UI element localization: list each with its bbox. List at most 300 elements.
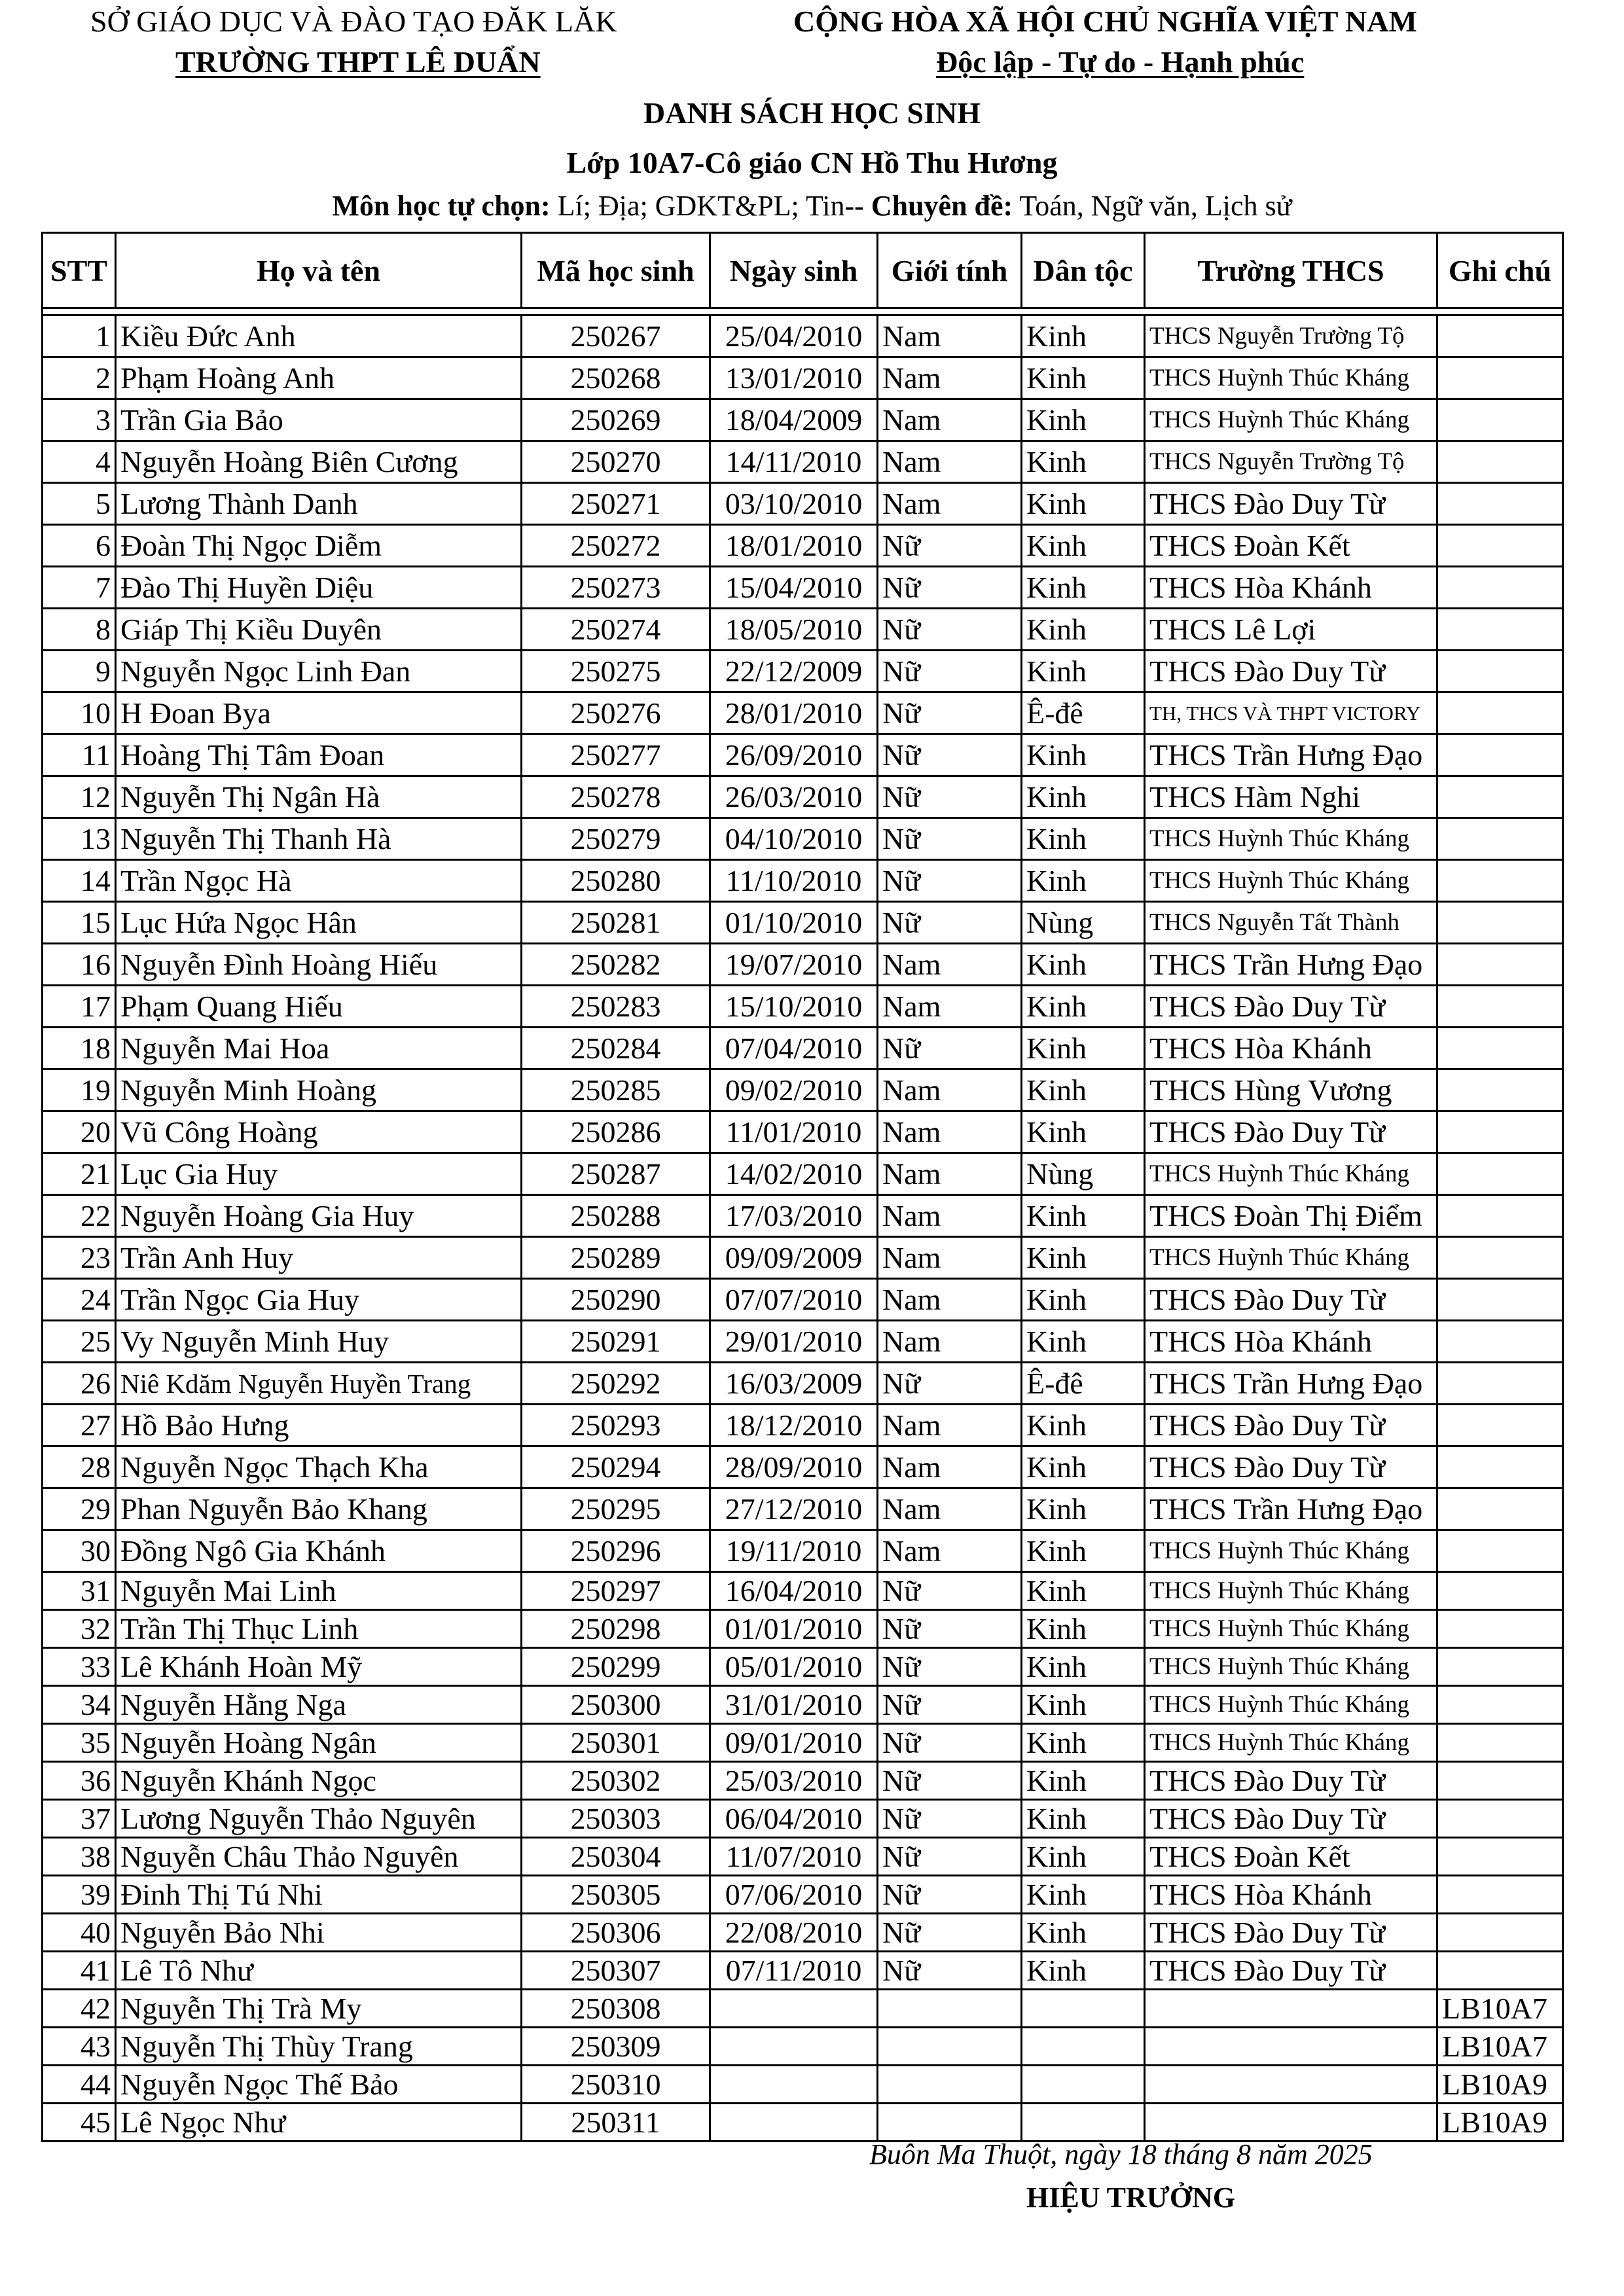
cell-gender: Nam — [878, 1279, 1022, 1321]
column-header-ethnicity: Dân tộc — [1022, 233, 1145, 308]
cell-student-id: 250311 — [522, 2104, 710, 2142]
cell-ethnicity: Kinh — [1022, 1321, 1145, 1363]
cell-stt: 19 — [43, 1069, 116, 1111]
cell-stt: 39 — [43, 1876, 116, 1914]
cell-gender: Nam — [878, 1321, 1022, 1363]
cell-name: Nguyễn Đình Hoàng Hiếu — [116, 944, 522, 986]
cell-note — [1437, 860, 1563, 902]
cell-note — [1437, 483, 1563, 525]
cell-ethnicity: Kinh — [1022, 483, 1145, 525]
cell-note — [1437, 944, 1563, 986]
cell-stt: 41 — [43, 1952, 116, 1990]
cell-dob: 07/07/2010 — [710, 1279, 878, 1321]
class-info: Lớp 10A7-Cô giáo CN Hồ Thu Hương — [566, 146, 1058, 179]
cell-ethnicity: Ê-đê — [1022, 692, 1145, 734]
cell-middle-school: TH, THCS VÀ THPT VICTORY — [1145, 692, 1437, 734]
cell-student-id: 250276 — [522, 692, 710, 734]
table-row — [43, 902, 1563, 944]
cell-middle-school: THCS Huỳnh Thúc Kháng — [1145, 1530, 1437, 1572]
cell-dob: 27/12/2010 — [710, 1488, 878, 1530]
cell-middle-school: THCS Đào Duy Từ — [1145, 1111, 1437, 1153]
cell-student-id: 250288 — [522, 1195, 710, 1237]
cell-middle-school: THCS Huỳnh Thúc Kháng — [1145, 860, 1437, 902]
cell-name: Lương Thành Danh — [116, 483, 522, 525]
cell-ethnicity: Nùng — [1022, 902, 1145, 944]
table-row — [43, 2104, 1563, 2142]
cell-gender: Nam — [878, 1069, 1022, 1111]
cell-ethnicity: Kinh — [1022, 818, 1145, 860]
cell-name: Nguyễn Ngọc Linh Đan — [116, 651, 522, 692]
cell-stt: 27 — [43, 1405, 116, 1446]
cell-ethnicity: Kinh — [1022, 441, 1145, 483]
cell-gender: Nữ — [878, 1363, 1022, 1405]
cell-middle-school: THCS Đoàn Kết — [1145, 525, 1437, 567]
table-row — [43, 692, 1563, 734]
cell-name: Trần Ngọc Gia Huy — [116, 1279, 522, 1321]
cell-middle-school: THCS Hòa Khánh — [1145, 1876, 1437, 1914]
cell-name: Đinh Thị Tú Nhi — [116, 1876, 522, 1914]
cell-note — [1437, 567, 1563, 609]
cell-stt: 1 — [43, 315, 116, 357]
cell-name: Đồng Ngô Gia Khánh — [116, 1530, 522, 1572]
cell-dob: 14/11/2010 — [710, 441, 878, 483]
signer-title: HIỆU TRƯỞNG — [1026, 2181, 1236, 2214]
document-title: DANH SÁCH HỌC SINH — [643, 96, 981, 130]
cell-stt: 15 — [43, 902, 116, 944]
cell-middle-school: THCS Nguyễn Trường Tộ — [1145, 315, 1437, 357]
cell-note — [1437, 651, 1563, 692]
cell-name: Nguyễn Thị Thanh Hà — [116, 818, 522, 860]
cell-stt: 21 — [43, 1153, 116, 1195]
table-row — [43, 1838, 1563, 1876]
cell-gender: Nam — [878, 1111, 1022, 1153]
cell-gender: Nam — [878, 944, 1022, 986]
cell-middle-school: THCS Trần Hưng Đạo — [1145, 734, 1437, 776]
cell-ethnicity: Kinh — [1022, 734, 1145, 776]
cell-student-id: 250267 — [522, 315, 710, 357]
cell-gender: Nam — [878, 1237, 1022, 1279]
header-spacer — [43, 308, 1563, 315]
table-row — [43, 1952, 1563, 1990]
cell-name: Hồ Bảo Hưng — [116, 1405, 522, 1446]
cell-note — [1437, 1028, 1563, 1069]
cell-name: Vũ Công Hoàng — [116, 1111, 522, 1153]
cell-middle-school: THCS Huỳnh Thúc Kháng — [1145, 1237, 1437, 1279]
cell-stt: 33 — [43, 1648, 116, 1686]
cell-middle-school: THCS Huỳnh Thúc Kháng — [1145, 1648, 1437, 1686]
cell-gender: Nam — [878, 399, 1022, 441]
cell-note — [1437, 1153, 1563, 1195]
cell-middle-school: THCS Đào Duy Từ — [1145, 1279, 1437, 1321]
cell-ethnicity: Kinh — [1022, 1237, 1145, 1279]
cell-note — [1437, 357, 1563, 399]
cell-student-id: 250293 — [522, 1405, 710, 1446]
cell-gender: Nam — [878, 315, 1022, 357]
cell-student-id: 250284 — [522, 1028, 710, 1069]
cell-note — [1437, 1279, 1563, 1321]
cell-note — [1437, 1686, 1563, 1724]
table-row — [43, 776, 1563, 818]
cell-gender: Nam — [878, 441, 1022, 483]
cell-note — [1437, 902, 1563, 944]
cell-gender: Nam — [878, 483, 1022, 525]
cell-student-id: 250277 — [522, 734, 710, 776]
cell-middle-school — [1145, 1990, 1437, 2028]
cell-student-id: 250282 — [522, 944, 710, 986]
column-header-student-id: Mã học sinh — [522, 233, 710, 308]
cell-student-id: 250307 — [522, 1952, 710, 1990]
cell-middle-school: THCS Đào Duy Từ — [1145, 1762, 1437, 1800]
cell-middle-school: THCS Đào Duy Từ — [1145, 1405, 1437, 1446]
cell-stt: 31 — [43, 1572, 116, 1610]
cell-gender: Nam — [878, 1153, 1022, 1195]
cell-student-id: 250289 — [522, 1237, 710, 1279]
table-row — [43, 315, 1563, 357]
cell-dob: 17/03/2010 — [710, 1195, 878, 1237]
cell-dob: 09/01/2010 — [710, 1724, 878, 1762]
cell-name: Lê Tô Như — [116, 1952, 522, 1990]
cell-gender: Nữ — [878, 1914, 1022, 1952]
cell-ethnicity: Kinh — [1022, 1648, 1145, 1686]
cell-gender: Nữ — [878, 651, 1022, 692]
table-row — [43, 1111, 1563, 1153]
column-header-stt: STT — [43, 233, 116, 308]
table-row — [43, 651, 1563, 692]
cell-note — [1437, 734, 1563, 776]
cell-middle-school: THCS Đào Duy Từ — [1145, 651, 1437, 692]
cell-stt: 34 — [43, 1686, 116, 1724]
cell-middle-school: THCS Hùng Vương — [1145, 1069, 1437, 1111]
cell-middle-school: THCS Đào Duy Từ — [1145, 1952, 1437, 1990]
cell-student-id: 250285 — [522, 1069, 710, 1111]
cell-name: Nguyễn Khánh Ngọc — [116, 1762, 522, 1800]
cell-stt: 23 — [43, 1237, 116, 1279]
cell-student-id: 250310 — [522, 2066, 710, 2104]
table-row — [43, 1363, 1563, 1405]
cell-student-id: 250309 — [522, 2028, 710, 2066]
table-row — [43, 1279, 1563, 1321]
cell-gender: Nữ — [878, 692, 1022, 734]
cell-ethnicity: Kinh — [1022, 1530, 1145, 1572]
table-row — [43, 1028, 1563, 1069]
elective-subjects: Lí; Địa; GDKT&PL; Tin — [550, 190, 845, 222]
cell-middle-school — [1145, 2104, 1437, 2142]
cell-student-id: 250268 — [522, 357, 710, 399]
cell-name: Nguyễn Hoàng Ngân — [116, 1724, 522, 1762]
cell-dob: 18/05/2010 — [710, 609, 878, 651]
cell-dob — [710, 2066, 878, 2104]
cell-gender — [878, 1990, 1022, 2028]
cell-ethnicity: Kinh — [1022, 1762, 1145, 1800]
department-name: SỞ GIÁO DỤC VÀ ĐÀO TẠO ĐĂK LĂK — [90, 5, 617, 38]
cell-student-id: 250297 — [522, 1572, 710, 1610]
cell-student-id: 250281 — [522, 902, 710, 944]
cell-middle-school: THCS Lê Lợi — [1145, 609, 1437, 651]
cell-middle-school: THCS Huỳnh Thúc Kháng — [1145, 1686, 1437, 1724]
cell-note — [1437, 315, 1563, 357]
cell-student-id: 250270 — [522, 441, 710, 483]
cell-gender: Nữ — [878, 1572, 1022, 1610]
cell-ethnicity: Kinh — [1022, 1610, 1145, 1648]
cell-middle-school: THCS Nguyễn Tất Thành — [1145, 902, 1437, 944]
cell-ethnicity: Kinh — [1022, 1952, 1145, 1990]
cell-ethnicity: Kinh — [1022, 1686, 1145, 1724]
table-row — [43, 609, 1563, 651]
cell-stt: 17 — [43, 986, 116, 1028]
cell-student-id: 250298 — [522, 1610, 710, 1648]
cell-middle-school: THCS Đào Duy Từ — [1145, 1800, 1437, 1838]
table-row — [43, 1876, 1563, 1914]
cell-stt: 38 — [43, 1838, 116, 1876]
cell-middle-school: THCS Huỳnh Thúc Kháng — [1145, 1572, 1437, 1610]
cell-dob: 15/04/2010 — [710, 567, 878, 609]
cell-stt: 16 — [43, 944, 116, 986]
cell-stt: 11 — [43, 734, 116, 776]
cell-student-id: 250304 — [522, 1838, 710, 1876]
cell-stt: 4 — [43, 441, 116, 483]
cell-stt: 24 — [43, 1279, 116, 1321]
cell-gender: Nữ — [878, 902, 1022, 944]
cell-note: LB10A9 — [1437, 2066, 1563, 2104]
cell-dob: 22/08/2010 — [710, 1914, 878, 1952]
cell-ethnicity: Kinh — [1022, 315, 1145, 357]
cell-ethnicity: Kinh — [1022, 1800, 1145, 1838]
table-row — [43, 1069, 1563, 1111]
cell-middle-school: THCS Huỳnh Thúc Kháng — [1145, 357, 1437, 399]
cell-note — [1437, 986, 1563, 1028]
subjects-line — [0, 188, 1624, 224]
cell-name: Phạm Hoàng Anh — [116, 357, 522, 399]
cell-dob: 15/10/2010 — [710, 986, 878, 1028]
cell-middle-school — [1145, 2066, 1437, 2104]
cell-middle-school: THCS Huỳnh Thúc Kháng — [1145, 1724, 1437, 1762]
cell-note — [1437, 1800, 1563, 1838]
cell-stt: 12 — [43, 776, 116, 818]
table-row — [43, 1800, 1563, 1838]
cell-middle-school: THCS Hòa Khánh — [1145, 1028, 1437, 1069]
cell-middle-school: THCS Đào Duy Từ — [1145, 1914, 1437, 1952]
cell-note — [1437, 1237, 1563, 1279]
cell-gender: Nam — [878, 1530, 1022, 1572]
cell-stt: 6 — [43, 525, 116, 567]
cell-middle-school — [1145, 2028, 1437, 2066]
cell-note — [1437, 1405, 1563, 1446]
cell-stt: 10 — [43, 692, 116, 734]
cell-ethnicity: Kinh — [1022, 860, 1145, 902]
cell-ethnicity: Kinh — [1022, 525, 1145, 567]
table-row — [43, 399, 1563, 441]
cell-dob: 25/03/2010 — [710, 1762, 878, 1800]
cell-ethnicity: Kinh — [1022, 944, 1145, 986]
cell-student-id: 250279 — [522, 818, 710, 860]
cell-name: Hoàng Thị Tâm Đoan — [116, 734, 522, 776]
cell-dob — [710, 1990, 878, 2028]
cell-student-id: 250275 — [522, 651, 710, 692]
cell-ethnicity: Kinh — [1022, 1488, 1145, 1530]
cell-gender — [878, 2104, 1022, 2142]
table-row — [43, 1914, 1563, 1952]
cell-middle-school: THCS Hàm Nghi — [1145, 776, 1437, 818]
cell-gender: Nam — [878, 1405, 1022, 1446]
table-row — [43, 1153, 1563, 1195]
table-row — [43, 860, 1563, 902]
cell-dob: 19/07/2010 — [710, 944, 878, 986]
cell-note — [1437, 1876, 1563, 1914]
cell-student-id: 250272 — [522, 525, 710, 567]
column-header-middle-school: Trường THCS — [1145, 233, 1437, 308]
cell-note — [1437, 1111, 1563, 1153]
cell-gender: Nữ — [878, 1762, 1022, 1800]
cell-student-id: 250283 — [522, 986, 710, 1028]
cell-ethnicity: Kinh — [1022, 1876, 1145, 1914]
cell-gender: Nữ — [878, 1838, 1022, 1876]
cell-dob: 09/02/2010 — [710, 1069, 878, 1111]
table-row — [43, 1321, 1563, 1363]
cell-middle-school: THCS Huỳnh Thúc Kháng — [1145, 1610, 1437, 1648]
cell-name: Nguyễn Hoàng Gia Huy — [116, 1195, 522, 1237]
cell-stt: 43 — [43, 2028, 116, 2066]
cell-stt: 22 — [43, 1195, 116, 1237]
cell-note — [1437, 1648, 1563, 1686]
cell-dob: 26/09/2010 — [710, 734, 878, 776]
cell-student-id: 250294 — [522, 1446, 710, 1488]
cell-name: Đào Thị Huyền Diệu — [116, 567, 522, 609]
cell-dob: 07/04/2010 — [710, 1028, 878, 1069]
cell-gender: Nữ — [878, 818, 1022, 860]
cell-middle-school: THCS Hòa Khánh — [1145, 1321, 1437, 1363]
cell-ethnicity: Kinh — [1022, 567, 1145, 609]
cell-dob: 09/09/2009 — [710, 1237, 878, 1279]
country-name: CỘNG HÒA XÃ HỘI CHỦ NGHĨA VIỆT NAM — [793, 5, 1417, 38]
cell-note — [1437, 441, 1563, 483]
cell-note — [1437, 818, 1563, 860]
cell-gender: Nam — [878, 1446, 1022, 1488]
cell-student-id: 250301 — [522, 1724, 710, 1762]
cell-note — [1437, 1530, 1563, 1572]
cell-student-id: 250308 — [522, 1990, 710, 2028]
cell-gender: Nữ — [878, 1724, 1022, 1762]
cell-gender — [878, 2028, 1022, 2066]
cell-name: Lê Ngọc Như — [116, 2104, 522, 2142]
cell-stt: 30 — [43, 1530, 116, 1572]
table-row — [43, 1446, 1563, 1488]
table-row — [43, 1572, 1563, 1610]
cell-gender: Nữ — [878, 567, 1022, 609]
cell-stt: 35 — [43, 1724, 116, 1762]
cell-stt: 13 — [43, 818, 116, 860]
table-row — [43, 1610, 1563, 1648]
cell-dob: 18/12/2010 — [710, 1405, 878, 1446]
cell-middle-school: THCS Hòa Khánh — [1145, 567, 1437, 609]
cell-stt: 44 — [43, 2066, 116, 2104]
cell-gender: Nữ — [878, 776, 1022, 818]
table-row — [43, 818, 1563, 860]
cell-ethnicity — [1022, 1990, 1145, 2028]
table-row — [43, 357, 1563, 399]
cell-middle-school: THCS Đoàn Kết — [1145, 1838, 1437, 1876]
cell-stt: 14 — [43, 860, 116, 902]
cell-stt: 3 — [43, 399, 116, 441]
table-row — [43, 986, 1563, 1028]
table-row — [43, 1762, 1563, 1800]
cell-stt: 9 — [43, 651, 116, 692]
cell-student-id: 250286 — [522, 1111, 710, 1153]
table-row — [43, 1990, 1563, 2028]
column-header-dob: Ngày sinh — [710, 233, 878, 308]
cell-ethnicity: Kinh — [1022, 1069, 1145, 1111]
table-row — [43, 1530, 1563, 1572]
cell-stt: 2 — [43, 357, 116, 399]
cell-dob: 16/04/2010 — [710, 1572, 878, 1610]
cell-note — [1437, 399, 1563, 441]
cell-note — [1437, 1610, 1563, 1648]
cell-dob: 11/01/2010 — [710, 1111, 878, 1153]
cell-dob: 11/10/2010 — [710, 860, 878, 902]
cell-name: Lục Hứa Ngọc Hân — [116, 902, 522, 944]
cell-student-id: 250274 — [522, 609, 710, 651]
cell-note — [1437, 1069, 1563, 1111]
column-header-gender: Giới tính — [878, 233, 1022, 308]
cell-dob: 14/02/2010 — [710, 1153, 878, 1195]
cell-name: Nguyễn Châu Thảo Nguyên — [116, 1838, 522, 1876]
cell-middle-school: THCS Đoàn Thị Điểm — [1145, 1195, 1437, 1237]
cell-ethnicity: Kinh — [1022, 1572, 1145, 1610]
cell-ethnicity: Ê-đê — [1022, 1363, 1145, 1405]
topics-subjects: Toán, Ngữ văn, Lịch sử — [1013, 190, 1292, 222]
cell-ethnicity: Kinh — [1022, 1111, 1145, 1153]
cell-name: Kiều Đức Anh — [116, 315, 522, 357]
cell-stt: 32 — [43, 1610, 116, 1648]
cell-gender: Nữ — [878, 1686, 1022, 1724]
cell-ethnicity: Kinh — [1022, 1195, 1145, 1237]
cell-ethnicity — [1022, 2066, 1145, 2104]
cell-middle-school: THCS Huỳnh Thúc Kháng — [1145, 1153, 1437, 1195]
cell-stt: 26 — [43, 1363, 116, 1405]
cell-middle-school: THCS Đào Duy Từ — [1145, 1446, 1437, 1488]
cell-name: Vy Nguyễn Minh Huy — [116, 1321, 522, 1363]
table-row — [43, 1686, 1563, 1724]
cell-student-id: 250290 — [522, 1279, 710, 1321]
cell-note — [1437, 1446, 1563, 1488]
cell-stt: 42 — [43, 1990, 116, 2028]
cell-ethnicity: Kinh — [1022, 1028, 1145, 1069]
cell-stt: 45 — [43, 2104, 116, 2142]
cell-note — [1437, 1363, 1563, 1405]
cell-ethnicity: Kinh — [1022, 1405, 1145, 1446]
cell-dob: 01/10/2010 — [710, 902, 878, 944]
cell-gender: Nam — [878, 986, 1022, 1028]
cell-ethnicity: Kinh — [1022, 1724, 1145, 1762]
cell-name: Nguyễn Thị Trà My — [116, 1990, 522, 2028]
cell-student-id: 250302 — [522, 1762, 710, 1800]
cell-name: Trần Thị Thục Linh — [116, 1610, 522, 1648]
cell-dob: 26/03/2010 — [710, 776, 878, 818]
cell-ethnicity: Kinh — [1022, 986, 1145, 1028]
cell-note — [1437, 1952, 1563, 1990]
cell-dob: 07/06/2010 — [710, 1876, 878, 1914]
cell-stt: 18 — [43, 1028, 116, 1069]
student-roster-table — [41, 232, 1564, 2142]
cell-dob: 06/04/2010 — [710, 1800, 878, 1838]
column-header-name: Họ và tên — [116, 233, 522, 308]
cell-name: Lê Khánh Hoàn Mỹ — [116, 1648, 522, 1686]
cell-gender: Nam — [878, 1195, 1022, 1237]
cell-note — [1437, 609, 1563, 651]
cell-gender: Nữ — [878, 860, 1022, 902]
cell-stt: 28 — [43, 1446, 116, 1488]
cell-ethnicity: Kinh — [1022, 776, 1145, 818]
cell-stt: 25 — [43, 1321, 116, 1363]
